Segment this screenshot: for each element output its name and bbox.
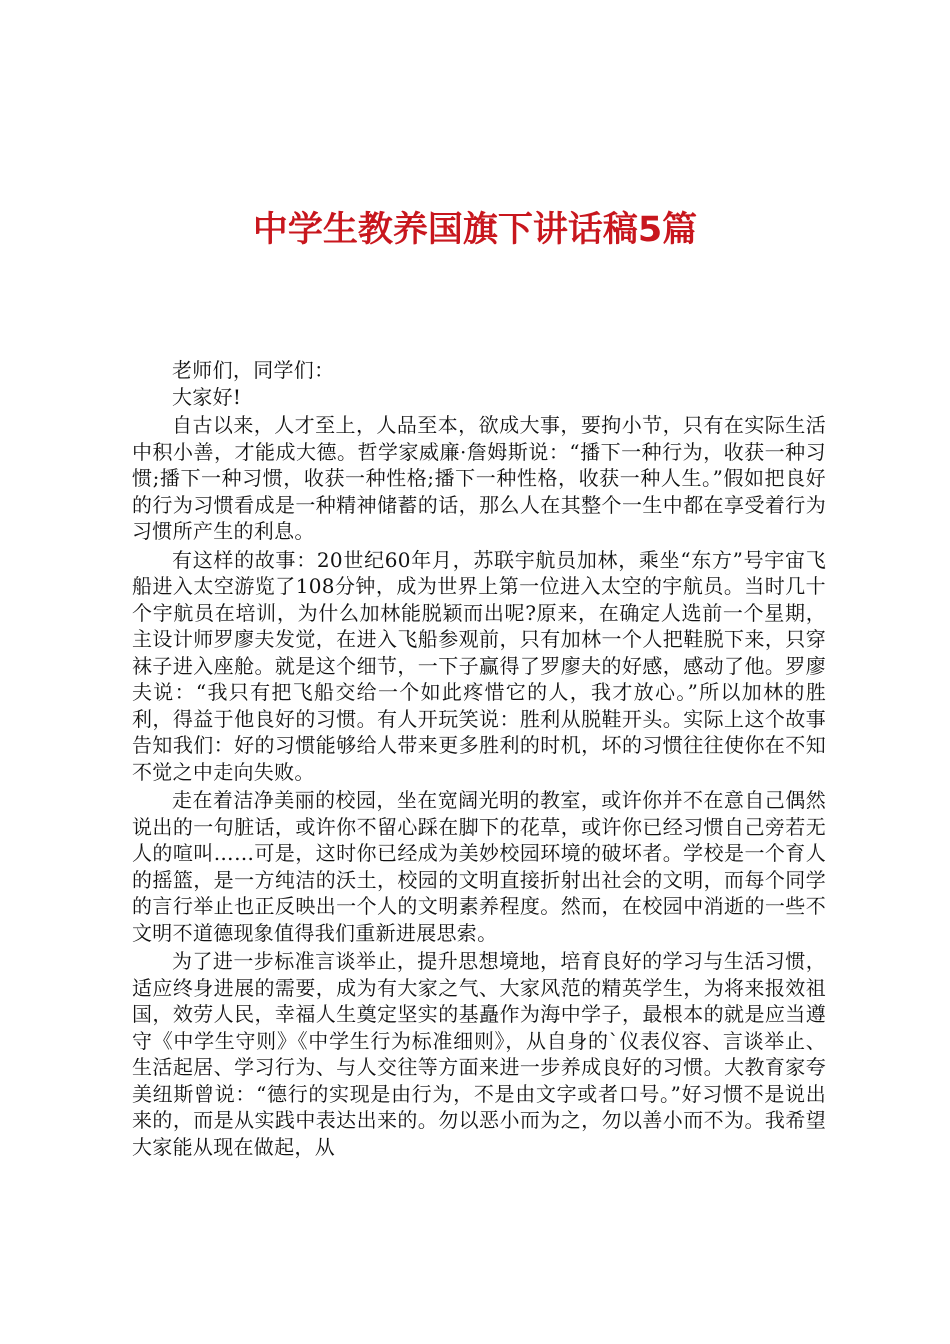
greeting: 大家好! — [172, 384, 242, 409]
document-body — [132, 357, 826, 1160]
paragraph-4: 为了进一步标准言谈举止，提升思想境地，培育良好的学习与生活习惯，适应终身进展的需要，成为有大家之气、大家风范的精英学生，为将来报效祖国，效劳人民，幸福人生奠定坚实的基矗作为海中学子，最根本的就是应当遵守《中学生守则》《中学生行为标准细则》，从自身的`仪表仪容、言谈举止、生活起居、学习行为、与人交往等方面来进一步养成良好的习惯。大教育家夸美纽斯曾说：“德行的实现是由行为，不是由文字或者口号。”好习惯不是说出来的，而是从实践中表达出来的。勿以恶小而为之，勿以善小而不为。我希望大家能从现在做起，从 — [132, 949, 826, 1159]
document-title: 中学生教养国旗下讲话稿5篇 — [252, 210, 698, 250]
salutation: 老师们，同学们： — [172, 358, 335, 382]
paragraph-1: 自古以来，人才至上，人品至本，欲成大事，要拘小节，只有在实际生活中积小善，才能成大德。哲学家威廉·詹姆斯说：“播下一种行为，收获一种习惯;播下一种习惯，收获一种性格;播下一种性格，收获一种人生。”假如把良好的行为习惯看成是一种精神储蓄的话，那么人在其整个一生中都在享受着行为习惯所产生的利息。 — [132, 413, 826, 543]
paragraph-2: 有这样的故事：20世纪60年月，苏联宇航员加林，乘坐“东方”号宇宙飞船进入太空游览了108分钟，成为世界上第一位进入太空的宇航员。当时几十个宇航员在培训，为什么加林能脱颖而出呢?原来，在确定人选前一个星期，主设计师罗廖夫发觉，在进入飞船参观前，只有加林一个人把鞋脱下来，只穿袜子进入座舱。就是这个细节，一下子赢得了罗廖夫的好感，感动了他。罗廖夫说：“我只有把飞船交给一个如此疼惜它的人，我才放心。”所以加林的胜利，得益于他良好的习惯。有人开玩笑说：胜利从脱鞋开头。实际上这个故事告知我们：好的习惯能够给人带来更多胜利的时机，坏的习惯往往使你在不知不觉之中走向失败。 — [132, 547, 826, 784]
paragraph-3: 走在着洁净美丽的校园，坐在宽阔光明的教室，或许你并不在意自己偶然说出的一句脏话，或许你不留心踩在脚下的花草，或许你已经习惯自己旁若无人的喧叫……可是，这时你已经成为美妙校园环境的破坏者。学校是一个育人的摇篮，是一方纯洁的沃土，校园的文明直接折射出社会的文明，而每个同学的言行举止也正反映出一个人的文明素养程度。然而，在校园中消逝的一些不文明不道德现象值得我们重新进展思索。 — [132, 788, 826, 945]
